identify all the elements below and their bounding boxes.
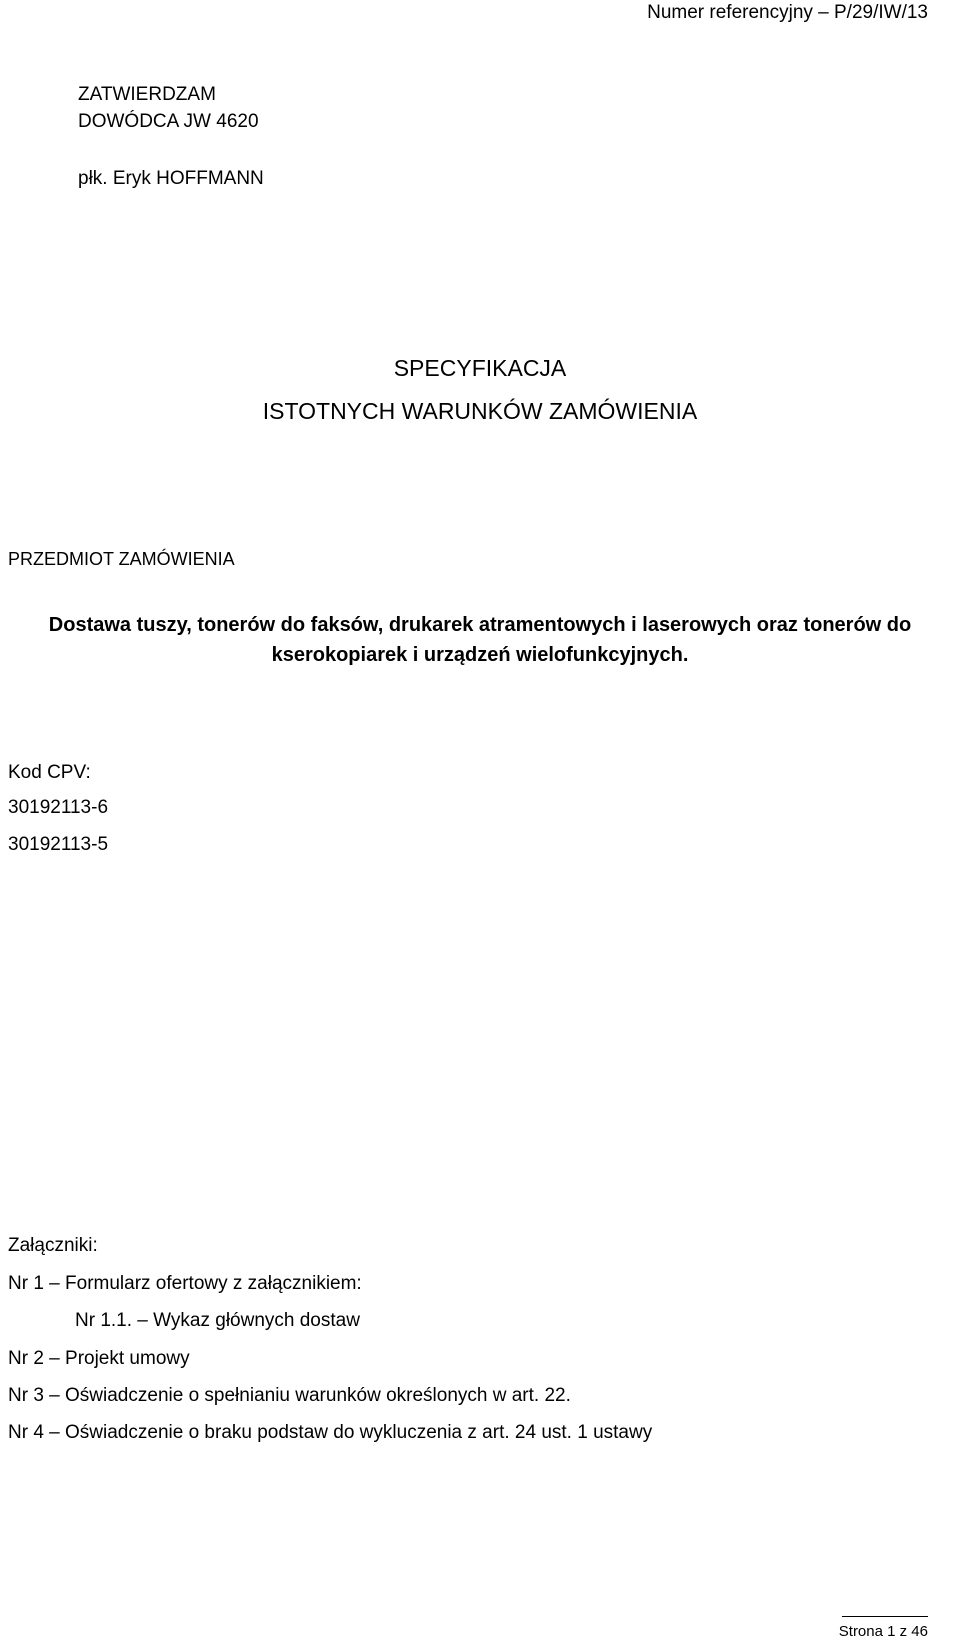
attachment-item: Nr 4 – Oświadczenie o braku podstaw do wykluczenia z art. 24 ust. 1 ustawy [8,1422,653,1443]
approval-line: ZATWIERDZAM [78,84,216,105]
attachment-item: Nr 1 – Formularz ofertowy z załącznikiem: [8,1273,362,1294]
document-subtitle: ISTOTNYCH WARUNKÓW ZAMÓWIENIA [262,398,698,424]
footer-divider [842,1616,928,1617]
attachment-item: Nr 2 – Projekt umowy [8,1348,190,1369]
document-title: SPECYFIKACJA [393,355,567,381]
reference-number: Numer referencyjny – P/29/IW/13 [647,2,928,23]
subject-label: PRZEDMIOT ZAMÓWIENIA [8,549,235,569]
approval-signatory: płk. Eryk HOFFMANN [78,168,264,189]
page-number: Strona 1 z 46 [838,1623,928,1640]
cpv-code: 30192113-6 [8,797,109,818]
approval-commander: DOWÓDCA JW 4620 [78,111,259,132]
cpv-label: Kod CPV: [8,762,91,783]
cpv-code: 30192113-5 [8,834,109,855]
attachment-subitem: Nr 1.1. – Wykaz głównych dostaw [75,1310,360,1331]
attachment-item: Nr 3 – Oświadczenie o spełnianiu warunków określonych w art. 22. [8,1385,571,1406]
subject-description: Dostawa tuszy, tonerów do faksów, drukarek atramentowych i laserowych oraz tonerów do kserokopiarek i urządzeń wielofunkcyjnych. [48,614,912,666]
attachments-label: Załączniki: [8,1235,98,1256]
